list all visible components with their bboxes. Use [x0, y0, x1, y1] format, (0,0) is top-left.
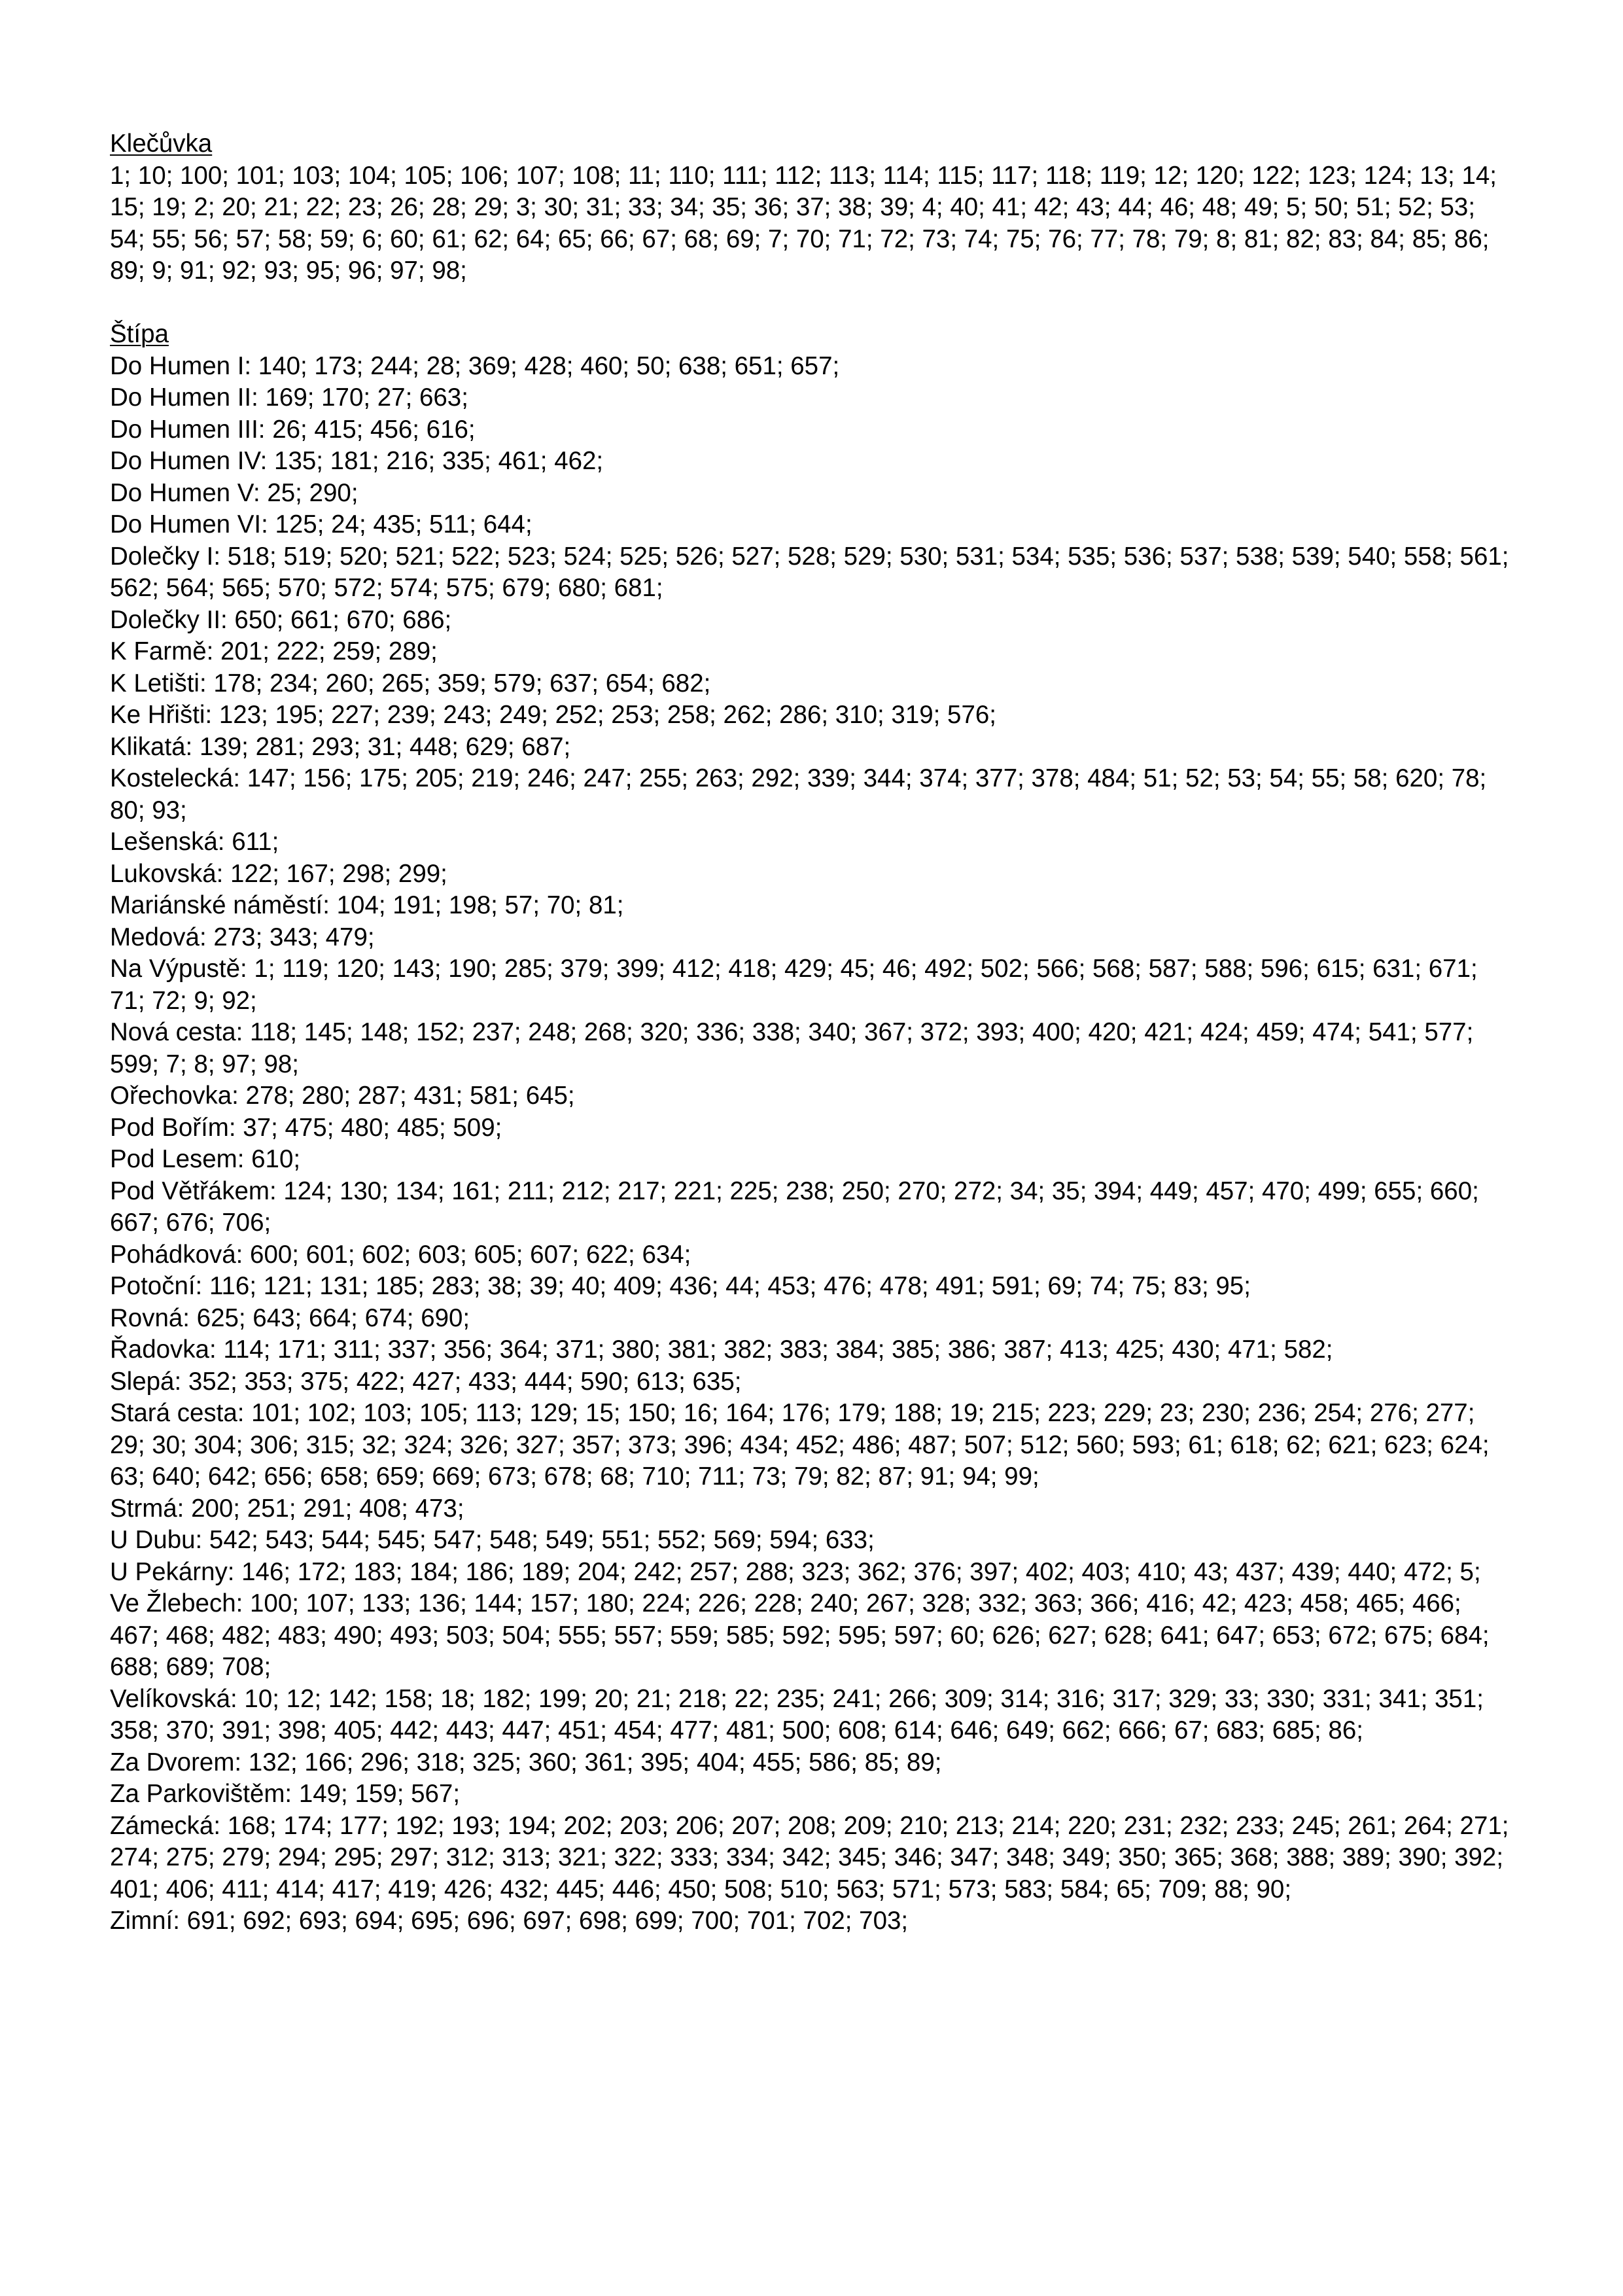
street-entry: Lukovská: 122; 167; 298; 299;	[110, 859, 447, 888]
street-entry: Pod Bořím: 37; 475; 480; 485; 509;	[110, 1113, 502, 1142]
street-entry: Na Výpustě: 1; 119; 120; 143; 190; 285; 379; 399; 412; 418; 429; 45; 46; 492; 502; 566; 568; 587; 588; 596; 615; 631; 671; 71; 72; 9; 92;	[110, 955, 1478, 1015]
street-entry: Pod Větřákem: 124; 130; 134; 161; 211; 212; 217; 221; 225; 238; 250; 270; 272; 34; 35; 394; 449; 457; 470; 499; 655; 660; 667; 676; 706;	[110, 1176, 1479, 1237]
street-entry: Za Dvorem: 132; 166; 296; 318; 325; 360; 361; 395; 404; 455; 586; 85; 89;	[110, 1748, 942, 1776]
street-entry: Ke Hřišti: 123; 195; 227; 239; 243; 249; 252; 253; 258; 262; 286; 310; 319; 576;	[110, 701, 996, 729]
street-entry: Pod Lesem: 610;	[110, 1145, 301, 1173]
street-entry: Pohádková: 600; 601; 602; 603; 605; 607; 622; 634;	[110, 1240, 691, 1269]
street-entry: Stará cesta: 101; 102; 103; 105; 113; 129; 15; 150; 16; 164; 176; 179; 188; 19; 215; 223; 229; 23; 230; 236; 254; 276; 277; 29; 30; 304; 306; 315; 32; 324; 326; 327; 357; 373; 396; 434; 452; 486; 487; 507; 512; 560; 593; 61; 618; 62; 621; 623; 624; 63; 640; 642; 656; 658; 659; 669; 673; 678; 68; 710; 711; 73; 79; 82; 87; 91; 94; 99;	[110, 1399, 1490, 1491]
street-entry: Ořechovka: 278; 280; 287; 431; 581; 645;	[110, 1082, 575, 1110]
street-entry: Ve Žlebech: 100; 107; 133; 136; 144; 157; 180; 224; 226; 228; 240; 267; 328; 332; 363; 366; 416; 42; 423; 458; 465; 466; 467; 468; 482; 483; 490; 493; 503; 504; 555; 557; 559; 585; 592; 595; 597; 60; 626; 627; 628; 641; 647; 653; 672; 675; 684; 688; 689; 708;	[110, 1589, 1490, 1681]
street-entry: Do Humen V: 25; 290;	[110, 478, 358, 507]
street-entry: Mariánské náměstí: 104; 191; 198; 57; 70; 81;	[110, 891, 624, 919]
street-entry: Dolečky I: 518; 519; 520; 521; 522; 523; 524; 525; 526; 527; 528; 529; 530; 531; 534; 535; 536; 537; 538; 539; 540; 558; 561; 562; 564; 565; 570; 572; 574; 575; 679; 680; 681;	[110, 542, 1509, 602]
street-entry: Nová cesta: 118; 145; 148; 152; 237; 248; 268; 320; 336; 338; 340; 367; 372; 393; 400; 420; 421; 424; 459; 474; 541; 577; 599; 7; 8; 97; 98;	[110, 1018, 1474, 1078]
section-spacer	[110, 287, 1513, 319]
street-entry: K Letišti: 178; 234; 260; 265; 359; 579; 637; 654; 682;	[110, 669, 711, 698]
street-entry: Do Humen II: 169; 170; 27; 663;	[110, 383, 468, 412]
street-entry: Strmá: 200; 251; 291; 408; 473;	[110, 1494, 464, 1523]
street-entry: Do Humen IV: 135; 181; 216; 335; 461; 462;	[110, 447, 604, 475]
street-entry: Klikatá: 139; 281; 293; 31; 448; 629; 687;	[110, 732, 571, 761]
street-entry: Zámecká: 168; 174; 177; 192; 193; 194; 202; 203; 206; 207; 208; 209; 210; 213; 214; 220; 231; 232; 233; 245; 261; 264; 271; 274; 275; 279; 294; 295; 297; 312; 313; 321; 322; 333; 334; 342; 345; 346; 347; 348; 349; 350; 365; 368; 388; 389; 390; 392; 401; 406; 411; 414; 417; 419; 426; 432; 445; 446; 450; 508; 510; 563; 571; 573; 583; 584; 65; 709; 88; 90;	[110, 1811, 1509, 1903]
street-list-stipa	[110, 351, 1513, 1937]
street-entry: Dolečky II: 650; 661; 670; 686;	[110, 605, 452, 634]
street-entry: Medová: 273; 343; 479;	[110, 923, 375, 951]
street-entry: U Pekárny: 146; 172; 183; 184; 186; 189; 204; 242; 257; 288; 323; 362; 376; 397; 402; 403; 410; 43; 437; 439; 440; 472; 5;	[110, 1557, 1481, 1586]
street-entry: Zimní: 691; 692; 693; 694; 695; 696; 697; 698; 699; 700; 701; 702; 703;	[110, 1907, 909, 1935]
street-entry: U Dubu: 542; 543; 544; 545; 547; 548; 549; 551; 552; 569; 594; 633;	[110, 1526, 875, 1554]
street-entry: K Farmě: 201; 222; 259; 289;	[110, 637, 438, 665]
street-entry: Řadovka: 114; 171; 311; 337; 356; 364; 371; 380; 381; 382; 383; 384; 385; 386; 387; 413; 425; 430; 471; 582;	[110, 1335, 1333, 1364]
street-entry: Lešenská: 611;	[110, 828, 279, 856]
section-title-klecuvka: Klečůvka	[110, 130, 213, 158]
street-entry: Rovná: 625; 643; 664; 674; 690;	[110, 1303, 470, 1332]
section-title-stipa: Štípa	[110, 320, 169, 348]
street-entry: Slepá: 352; 353; 375; 422; 427; 433; 444; 590; 613; 635;	[110, 1367, 742, 1396]
street-entry: Do Humen III: 26; 415; 456; 616;	[110, 415, 476, 444]
street-entry: Velíkovská: 10; 12; 142; 158; 18; 182; 199; 20; 21; 218; 22; 235; 241; 266; 309; 314; 316; 317; 329; 33; 330; 331; 341; 351; 358; 370; 391; 398; 405; 442; 443; 447; 451; 454; 477; 481; 500; 608; 614; 646; 649; 662; 666; 67; 683; 685; 86;	[110, 1684, 1484, 1744]
street-entry: Do Humen VI: 125; 24; 435; 511; 644;	[110, 510, 532, 539]
street-entry: Do Humen I: 140; 173; 244; 28; 369; 428; 460; 50; 638; 651; 657;	[110, 351, 840, 380]
section-body-klecuvka: 1; 10; 100; 101; 103; 104; 105; 106; 107; 108; 11; 110; 111; 112; 113; 114; 115; 117; 118; 119; 12; 120; 122; 123; 124; 13; 14; 15; 19; 2; 20; 21; 22; 23; 26; 28; 29; 3; 30; 31; 33; 34; 35; 36; 37; 38; 39; 4; 40; 41; 42; 43; 44; 46; 48; 49; 5; 50; 51; 52; 53; 54; 55; 56; 57; 58; 59; 6; 60; 61; 62; 64; 65; 66; 67; 68; 69; 7; 70; 71; 72; 73; 74; 75; 76; 77; 78; 79; 8; 81; 82; 83; 84; 85; 86; 89; 9; 91; 92; 93; 95; 96; 97; 98;	[110, 161, 1497, 285]
street-entry: Za Parkovištěm: 149; 159; 567;	[110, 1780, 461, 1808]
street-entry: Potoční: 116; 121; 131; 185; 283; 38; 39; 40; 409; 436; 44; 453; 476; 478; 491; 591; 69; 74; 75; 83; 95;	[110, 1272, 1251, 1300]
street-entry: Kostelecká: 147; 156; 175; 205; 219; 246; 247; 255; 263; 292; 339; 344; 374; 377; 378; 484; 51; 52; 53; 54; 55; 58; 620; 78; 80; 93;	[110, 764, 1487, 824]
document-page	[110, 128, 1513, 1937]
